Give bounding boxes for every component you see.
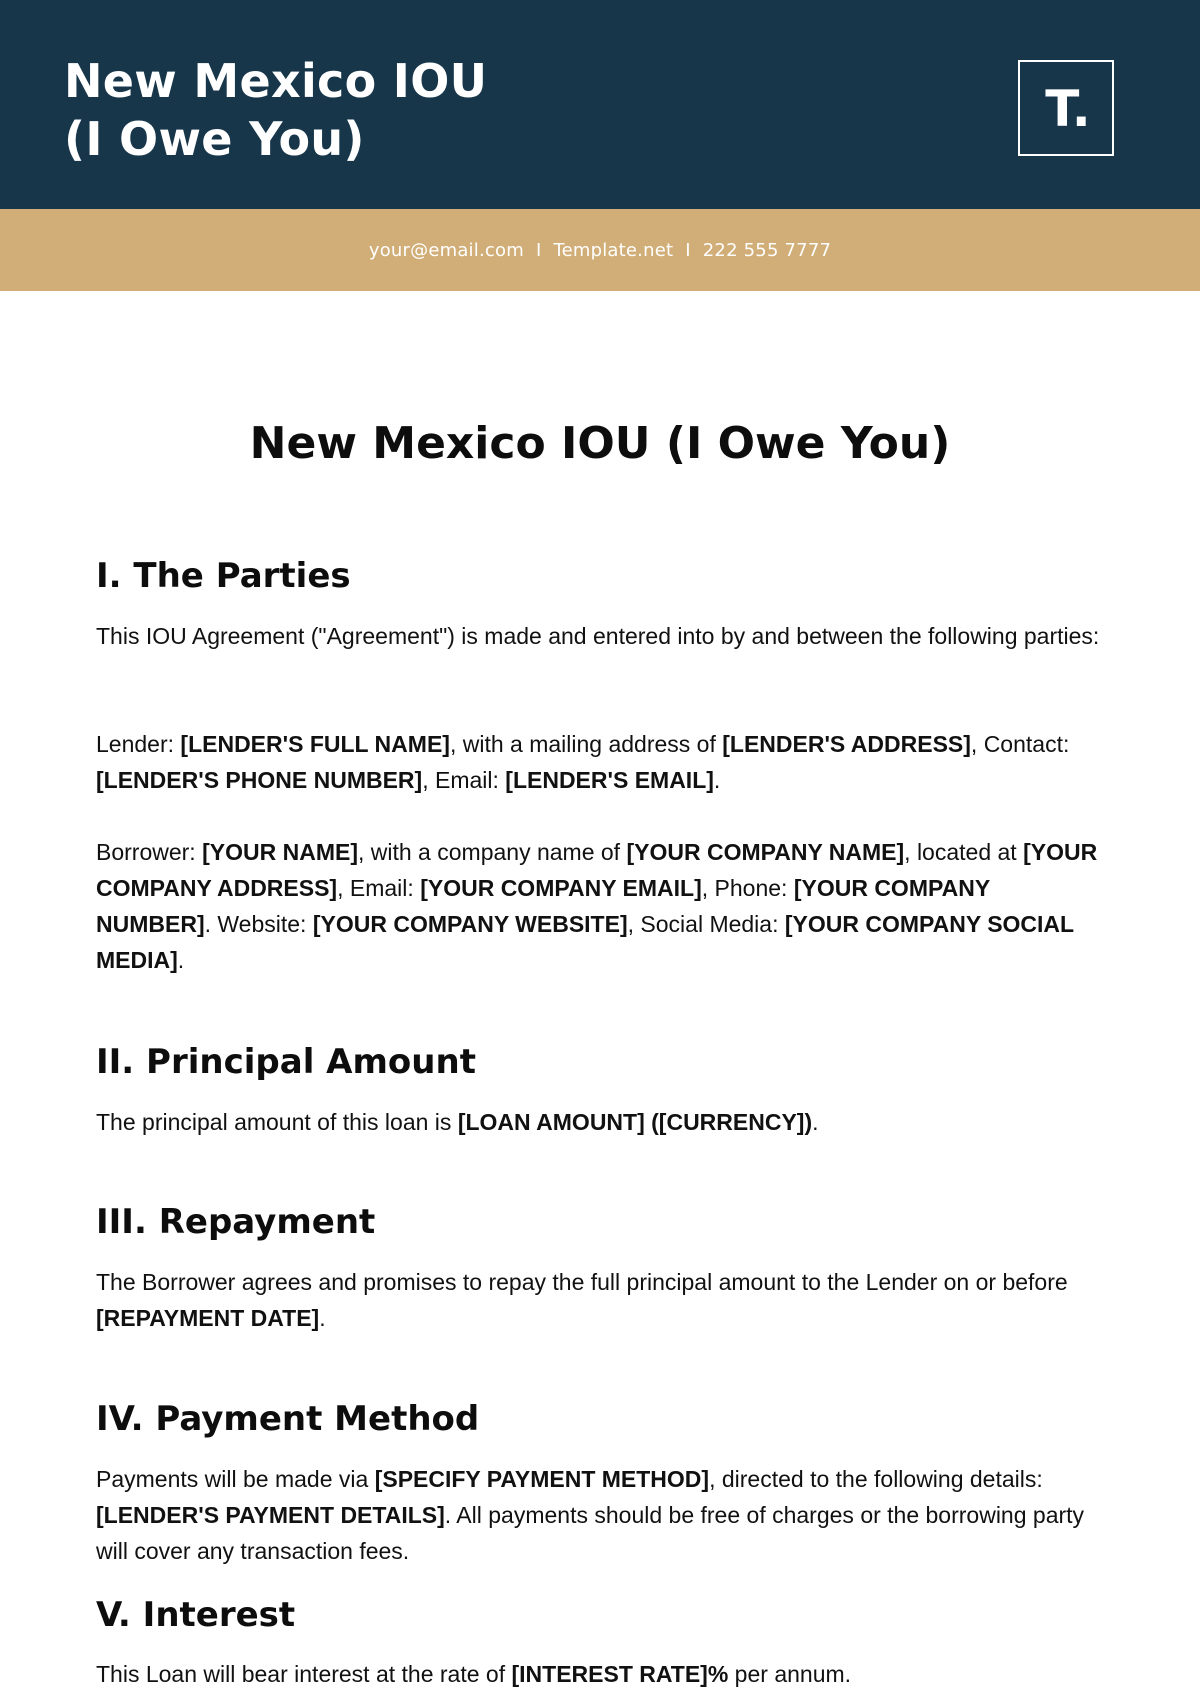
principal-text: . — [812, 1109, 819, 1135]
borrower-text: , Social Media: — [627, 911, 785, 937]
payment-method-text: Payments will be made via — [96, 1466, 375, 1492]
borrower-text: , with a company name of — [357, 839, 627, 865]
interest-text: This Loan will bear interest at the rate of — [96, 1661, 512, 1687]
lender-paragraph — [96, 726, 1106, 798]
borrower-social-placeholder: [YOUR COMPANY SOCIAL MEDIA] — [96, 911, 1074, 973]
borrower-website-placeholder: [YOUR COMPANY WEBSITE] — [312, 911, 628, 937]
borrower-name-placeholder: [YOUR NAME] — [202, 839, 358, 865]
borrower-email-placeholder: [YOUR COMPANY EMAIL] — [420, 875, 702, 901]
document-body — [96, 412, 1106, 1687]
payment-method-text: , directed to the following details: — [709, 1466, 1043, 1492]
header-title-line1: New Mexico IOU — [64, 54, 488, 108]
interest-rate-placeholder: [INTEREST RATE]% — [511, 1661, 729, 1687]
document-title: New Mexico IOU (I Owe You) — [249, 418, 951, 469]
lender-email-placeholder: [LENDER'S EMAIL] — [505, 767, 714, 793]
contact-website[interactable]: Template.net — [553, 239, 674, 261]
contact-email[interactable]: your@email.com — [368, 239, 524, 261]
borrower-address-placeholder: [YOUR COMPANY ADDRESS] — [96, 839, 1098, 901]
lender-text: , Contact: — [970, 731, 1070, 757]
logo-letter: T. — [1045, 80, 1091, 138]
borrower-text: . — [177, 947, 185, 973]
section-heading-payment-method: IV. Payment Method — [96, 1399, 480, 1439]
borrower-text: , located at — [904, 839, 1024, 865]
loan-amount-placeholder: [LOAN AMOUNT] ([CURRENCY]) — [457, 1109, 813, 1135]
lender-text: . — [713, 767, 721, 793]
borrower-phone-placeholder: [YOUR COMPANY NUMBER] — [96, 875, 990, 937]
repayment-text: The Borrower agrees and promises to repay the full principal amount to the Lender on or before — [96, 1269, 1068, 1295]
borrower-paragraph — [96, 834, 1106, 978]
repayment-date-placeholder: [REPAYMENT DATE] — [96, 1305, 320, 1331]
section-heading-interest: V. Interest — [96, 1595, 296, 1635]
contact-phone[interactable]: 222 555 7777 — [702, 239, 832, 261]
repayment-text: . — [319, 1305, 326, 1331]
header-title — [64, 52, 487, 168]
borrower-company-placeholder: [YOUR COMPANY NAME] — [626, 839, 905, 865]
borrower-text: , Phone: — [701, 875, 794, 901]
borrower-label: Borrower: — [96, 839, 203, 865]
principal-text: The principal amount of this loan is — [96, 1109, 458, 1135]
section-heading-parties: I. The Parties — [96, 556, 351, 596]
lender-label: Lender: — [96, 731, 181, 757]
payment-method-placeholder: [SPECIFY PAYMENT METHOD] — [374, 1466, 710, 1492]
payment-details-placeholder: [LENDER'S PAYMENT DETAILS] — [96, 1502, 445, 1528]
borrower-text: , Email: — [337, 875, 421, 901]
logo-icon — [1020, 62, 1112, 154]
section-heading-principal: II. Principal Amount — [96, 1042, 476, 1082]
section-heading-repayment: III. Repayment — [96, 1202, 376, 1242]
payment-method-paragraph — [96, 1461, 1106, 1569]
repayment-paragraph — [96, 1264, 1106, 1336]
header-banner — [0, 0, 1200, 209]
borrower-text: . Website: — [204, 911, 313, 937]
contact-separator: I — [685, 239, 691, 261]
payment-method-text: . All payments should be free of charges or the borrowing party will cover any transaction fees. — [96, 1502, 1085, 1564]
template-logo — [1018, 60, 1114, 156]
interest-text: per annum. — [728, 1661, 852, 1687]
lender-text: , Email: — [422, 767, 506, 793]
interest-paragraph — [96, 1656, 1106, 1692]
contact-bar — [0, 209, 1200, 291]
principal-paragraph — [96, 1104, 1106, 1140]
lender-phone-placeholder: [LENDER'S PHONE NUMBER] — [96, 767, 423, 793]
contact-separator: I — [535, 239, 542, 261]
lender-text: , with a mailing address of — [449, 731, 723, 757]
header-title-line2: (I Owe You) — [64, 112, 365, 166]
parties-intro: This IOU Agreement ("Agreement") is made and entered into by and between the following parties: — [96, 623, 1100, 649]
lender-name-placeholder: [LENDER'S FULL NAME] — [180, 731, 450, 757]
lender-address-placeholder: [LENDER'S ADDRESS] — [722, 731, 971, 757]
